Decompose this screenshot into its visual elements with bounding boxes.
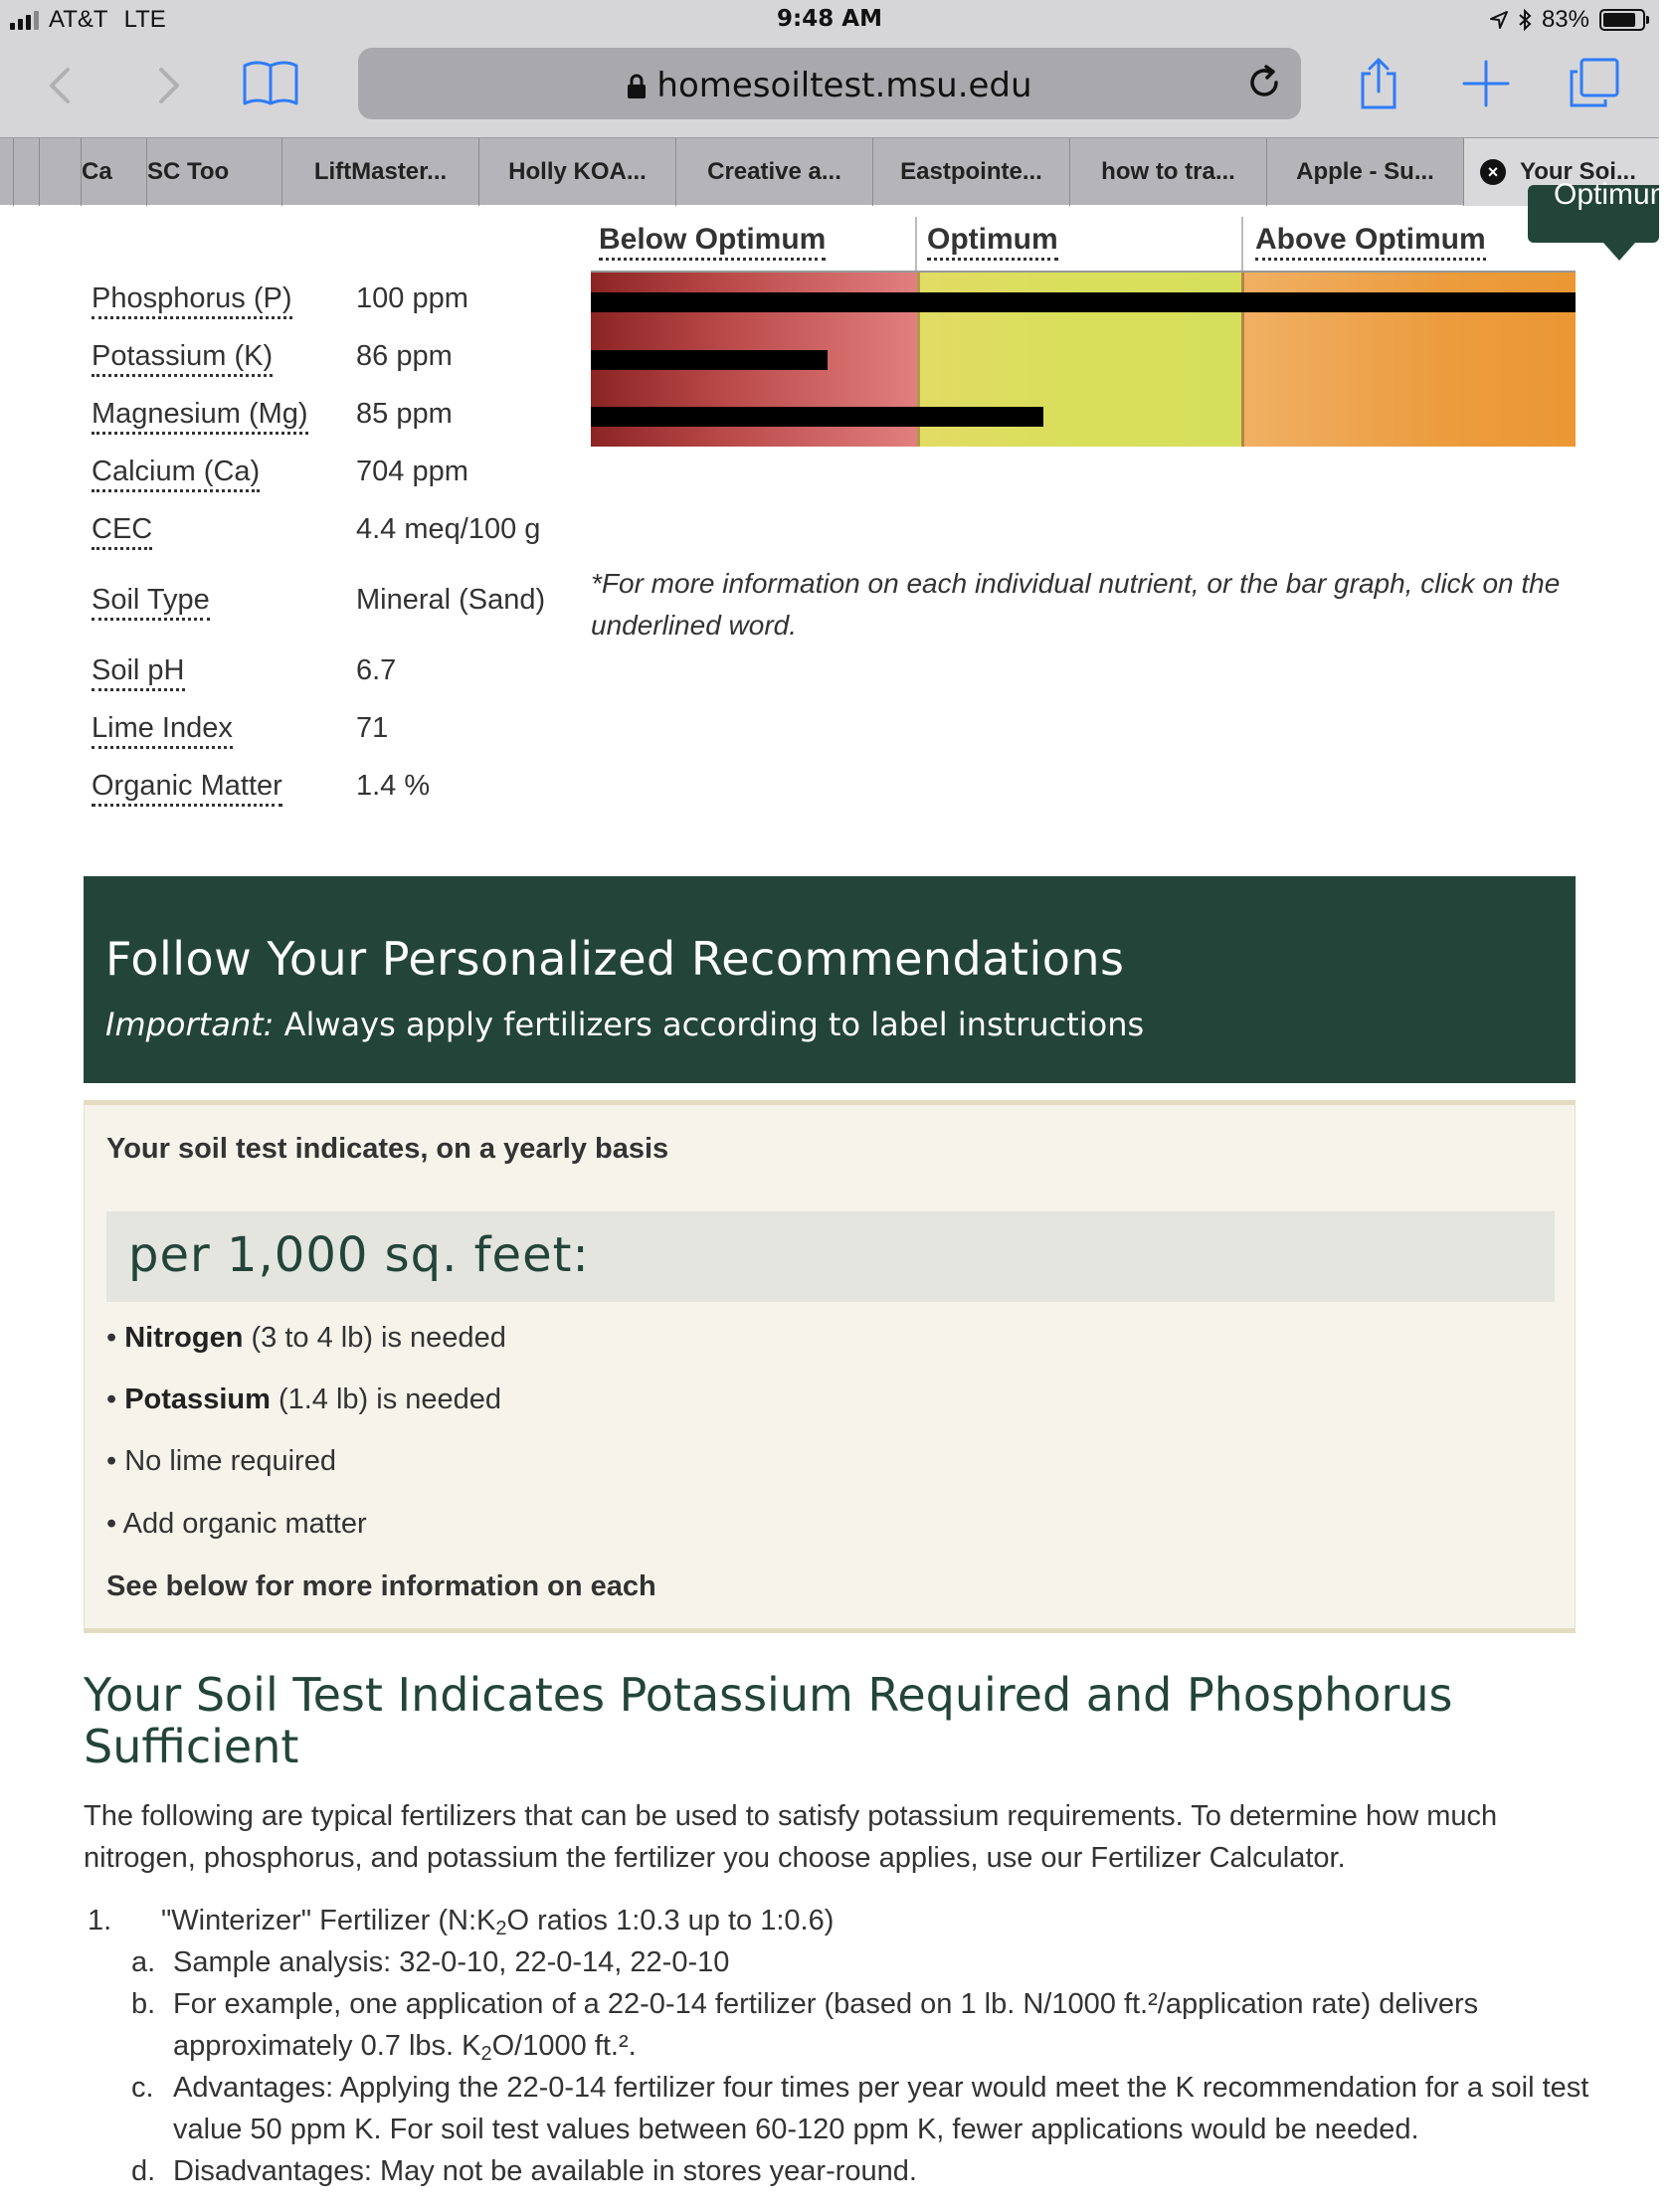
list-subitem [84,1983,1595,2067]
subitem-text: Advantages: Applying the 22-0-14 fertilizer four times per year would meet the K recommendation for a soil test value 50 ppm K. For soil test values between 60-120 ppm K, fewer applications would be needed. [173,2072,1589,2145]
new-tab-icon[interactable] [1458,56,1514,111]
recommendations-box [84,1100,1576,1633]
list-letter: d. [131,2155,156,2187]
nutrient-value-calcium: 704 ppm [356,456,468,487]
column-below-optimum[interactable]: Below Optimum [599,223,826,261]
bar-magnesium [591,407,1043,427]
nutrient-link-soil-type[interactable]: Soil Type [92,584,210,621]
tab-0[interactable] [82,138,147,206]
tab-label: Eastpointe... [900,158,1042,185]
network-label: LTE [123,6,166,33]
fertilizer-list [84,1900,1595,2192]
nutrient-link-cec[interactable]: CEC [92,513,152,550]
item-text: (1.4 lb) is needed [270,1383,502,1415]
item-text: Add organic matter [122,1508,367,1540]
list-number: 1. [88,1905,112,1936]
tab-4[interactable] [676,138,873,206]
nutrient-value-soil-ph: 6.7 [356,654,397,686]
tab-3[interactable] [479,138,676,206]
tab-2[interactable] [282,138,479,206]
back-icon[interactable] [40,64,84,107]
subscript: 2 [495,1918,507,1939]
recommendation-item: • Nitrogen (3 to 4 lb) is needed [106,1322,506,1354]
clock: 9:48 AM [777,6,882,32]
tooltip [1528,178,1675,243]
list-subitem [84,2067,1595,2150]
recommendations-title: Follow Your Personalized Recommendations [105,932,1125,986]
column-optimum[interactable]: Optimum [927,223,1058,261]
section-paragraph: The following are typical fertilizers that can be used to satisfy potassium requirements. To determine how much nitrogen, phosphorus, and potassium the fertilizer you choose applies, use our Fertilizer Calculator. [84,1800,1498,1874]
tab-edge [14,138,40,206]
lock-icon [627,74,647,99]
list-item [84,1900,1595,1941]
tab-label: Ca [82,158,112,185]
subitem-text: For example, one application of a 22-0-14 fertilizer (based on 1 lb. N/1000 ft.²/application rate) delivers approximately 0.7 lbs. K [173,1988,1479,2062]
nutrient-value-phosphorus: 100 ppm [356,282,468,314]
item-text: (3 to 4 lb) is needed [243,1322,506,1354]
tab-label: Your Soi... [1520,158,1636,185]
share-icon[interactable] [1351,56,1406,111]
address-bar[interactable] [358,48,1301,119]
tab-label: LiftMaster... [313,158,448,185]
recommendation-item: • Add organic matter [106,1508,367,1540]
recommendation-item: • No lime required [106,1445,336,1477]
column-divider [1241,217,1243,275]
list-subitem [84,2150,1595,2192]
location-arrow-icon [1490,11,1508,29]
subscript: 2 [480,2043,492,2065]
tab-7[interactable] [1267,138,1464,206]
per-area-text: per 1,000 sq. feet: [128,1227,590,1283]
status-bar [0,0,1659,42]
battery-percent: 83% [1541,6,1589,33]
list-letter: b. [131,1988,156,2020]
status-right [1490,6,1645,34]
reload-icon[interactable] [1243,62,1285,103]
tab-edge [40,138,82,206]
tooltip-text: Optimum [1554,178,1675,211]
item-text: No lime required [124,1445,336,1477]
column-above-optimum[interactable]: Above Optimum [1255,223,1486,261]
nutrient-link-phosphorus[interactable]: Phosphorus (P) [92,282,292,319]
tab-label: Apple - Su... [1296,158,1434,185]
battery-icon [1599,9,1645,31]
nutrient-value-cec: 4.4 meq/100 g [356,513,541,545]
tab-5[interactable] [873,138,1070,206]
nutrient-value-lime-index: 71 [356,712,389,744]
tab-label: SC Too [147,158,230,185]
list-subitem [84,1941,1595,1983]
nutrient-link-organic-matter[interactable]: Organic Matter [92,770,282,807]
bookmarks-icon[interactable] [241,56,300,111]
tab-label: how to tra... [1101,158,1235,185]
carrier-label: AT&T [49,6,108,33]
nutrient-value-magnesium: 85 ppm [356,398,453,430]
subitem-text: Disadvantages: May not be available in stores year-round. [173,2155,917,2187]
list-letter: c. [131,2072,154,2104]
tooltip-arrow [1603,243,1635,261]
tab-1[interactable] [147,138,282,206]
column-divider [915,217,917,275]
nutrient-value-soil-type: Mineral (Sand) [356,584,546,616]
important-label: Important: [105,1006,275,1043]
browser-toolbar [0,42,1659,137]
close-tab-icon[interactable]: × [1480,159,1506,185]
nutrient-link-magnesium[interactable]: Magnesium (Mg) [92,398,308,435]
recommendations-intro: Your soil test indicates, on a yearly basis [106,1133,669,1165]
tab-6[interactable] [1070,138,1267,206]
item-bold: Potassium [124,1383,271,1415]
recommendation-item: • Potassium (1.4 lb) is needed [106,1383,502,1415]
tab-bar [0,137,1659,205]
nutrient-link-soil-ph[interactable]: Soil pH [92,654,185,691]
bar-potassium [591,350,828,370]
item-text: "Winterizer" Fertilizer (N:K [161,1905,496,1936]
tabs-overview-icon[interactable] [1566,56,1621,111]
recommendations-subtitle [105,1006,1144,1043]
subitem-text: O/1000 ft.². [491,2030,637,2062]
nutrient-link-calcium[interactable]: Calcium (Ca) [92,456,260,492]
important-text: Always apply fertilizers according to label instructions [274,1006,1145,1043]
url-display [358,66,1301,105]
item-text: O ratios 1:0.3 up to 1:0.6) [506,1905,835,1936]
chart-note: *For more information on each individual nutrient, or the bar graph, click on the underlined word. [591,568,1561,641]
subitem-text: Sample analysis: 32-0-10, 22-0-14, 22-0-10 [173,1946,730,1978]
bar-phosphorus [591,292,1576,312]
tab-label: Holly KOA... [508,158,647,185]
bluetooth-icon [1518,9,1532,31]
nutrient-value-organic-matter: 1.4 % [356,770,431,802]
list-letter: a. [131,1946,156,1978]
nutrient-link-lime-index[interactable]: Lime Index [92,712,233,749]
recommendations-header [84,876,1576,1083]
tab-label: Creative a... [707,158,841,185]
forward-icon[interactable] [145,64,189,107]
nutrient-value-potassium: 86 ppm [356,340,453,372]
item-bold: Nitrogen [124,1322,244,1354]
url-text: homesoiltest.msu.edu [656,66,1032,105]
nutrient-link-potassium[interactable]: Potassium (K) [92,340,273,377]
per-area-heading [106,1211,1555,1302]
tab-edge [0,138,14,206]
recommendations-outro: See below for more information on each [106,1570,656,1602]
section-title: Your Soil Test Indicates Potassium Required and Phosphorus Sufficient [84,1668,1453,1773]
